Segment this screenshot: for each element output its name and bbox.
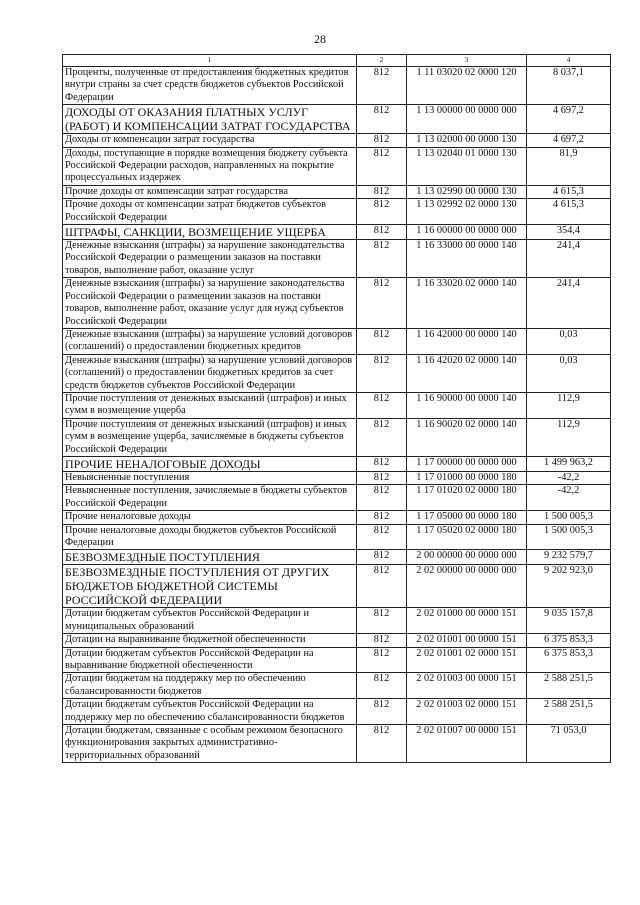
budget-classification-code-cell: 1 16 42020 02 0000 140 <box>407 354 527 392</box>
amount-cell: 71 053,0 <box>527 725 611 763</box>
amount-cell: 4 697,2 <box>527 105 611 134</box>
table-row <box>63 225 611 240</box>
revenue-name-cell: Дотации бюджетам субъектов Российской Федерации на поддержку мер по обеспечению сбалансированности бюджетов <box>63 699 357 725</box>
table-row <box>63 185 611 198</box>
admin-code-cell: 812 <box>357 634 407 647</box>
admin-code-cell: 812 <box>357 418 407 456</box>
table-row <box>63 565 611 608</box>
budget-classification-code-cell: 2 02 01001 02 0000 151 <box>407 647 527 673</box>
amount-cell: 112,9 <box>527 418 611 456</box>
column-header: 1 <box>63 55 357 67</box>
revenue-name-cell: Проценты, полученные от предоставления бюджетных кредитов внутри страны за счет средств бюджетов субъектов Российской Федерации <box>63 67 357 105</box>
budget-classification-code-cell: 1 16 42000 00 0000 140 <box>407 328 527 354</box>
table-row <box>63 634 611 647</box>
revenue-name-cell: Доходы, поступающие в порядке возмещения бюджету субъекта Российской Федерации расходов, направленных на покрытие процессуальных издержек <box>63 147 357 185</box>
budget-classification-code-cell: 1 17 05000 00 0000 180 <box>407 511 527 524</box>
amount-cell: -42,2 <box>527 485 611 511</box>
admin-code-cell: 812 <box>357 608 407 634</box>
revenue-name-cell: Прочие неналоговые доходы бюджетов субъектов Российской Федерации <box>63 524 357 550</box>
budget-classification-code-cell: 2 00 00000 00 0000 000 <box>407 550 527 565</box>
revenue-name-cell: Прочие неналоговые доходы <box>63 511 357 524</box>
amount-cell: 9 202 923,0 <box>527 565 611 608</box>
amount-cell: 1 499 963,2 <box>527 456 611 471</box>
budget-classification-code-cell: 1 13 02990 00 0000 130 <box>407 185 527 198</box>
amount-cell: 9 232 579,7 <box>527 550 611 565</box>
table-row <box>63 134 611 147</box>
budget-classification-code-cell: 2 02 01003 00 0000 151 <box>407 673 527 699</box>
amount-cell: 241,4 <box>527 240 611 278</box>
amount-cell: 1 500 005,3 <box>527 511 611 524</box>
revenue-name-cell: Невыясненные поступления, зачисляемые в бюджеты субъектов Российской Федерации <box>63 485 357 511</box>
budget-classification-code-cell: 1 11 03020 02 0000 120 <box>407 67 527 105</box>
revenue-name-cell: Прочие поступления от денежных взысканий (штрафов) и иных сумм в возмещение ущерба <box>63 392 357 418</box>
revenue-name-cell: Дотации бюджетам на поддержку мер по обеспечению сбалансированности бюджетов <box>63 673 357 699</box>
revenue-name-cell: Дотации бюджетам, связанные с особым режимом безопасного функционирования закрытых административно-территориальных образований <box>63 725 357 763</box>
amount-cell: 241,4 <box>527 278 611 329</box>
amount-cell: 0,03 <box>527 328 611 354</box>
table-row <box>63 511 611 524</box>
budget-classification-code-cell: 1 13 02000 00 0000 130 <box>407 134 527 147</box>
table-row <box>63 550 611 565</box>
amount-cell: 81,9 <box>527 147 611 185</box>
revenue-name-cell: Денежные взыскания (штрафы) за нарушение законодательства Российской Федерации о размещении заказов на поставки товаров, выполнение работ, оказание услуг <box>63 240 357 278</box>
table-row <box>63 725 611 763</box>
amount-cell: 0,03 <box>527 354 611 392</box>
amount-cell: 9 035 157,8 <box>527 608 611 634</box>
admin-code-cell: 812 <box>357 278 407 329</box>
table-row <box>63 418 611 456</box>
column-header: 4 <box>527 55 611 67</box>
budget-classification-code-cell: 1 13 00000 00 0000 000 <box>407 105 527 134</box>
revenue-name-cell: Денежные взыскания (штрафы) за нарушение законодательства Российской Федерации о размещении заказов на поставки товаров, выполнение работ, оказание услуг для нужд субъектов Российской Федерации <box>63 278 357 329</box>
admin-code-cell: 812 <box>357 456 407 471</box>
budget-classification-code-cell: 1 17 01020 02 0000 180 <box>407 485 527 511</box>
amount-cell: 4 615,3 <box>527 199 611 225</box>
revenue-name-cell: Невыясненные поступления <box>63 471 357 484</box>
amount-cell: 4 615,3 <box>527 185 611 198</box>
table-row <box>63 67 611 105</box>
revenue-name-cell: ДОХОДЫ ОТ ОКАЗАНИЯ ПЛАТНЫХ УСЛУГ (РАБОТ) И КОМПЕНСАЦИИ ЗАТРАТ ГОСУДАРСТВА <box>63 105 357 134</box>
table-row <box>63 471 611 484</box>
budget-classification-code-cell: 2 02 01000 00 0000 151 <box>407 608 527 634</box>
admin-code-cell: 812 <box>357 240 407 278</box>
budget-classification-code-cell: 1 13 02992 02 0000 130 <box>407 199 527 225</box>
table-row <box>63 199 611 225</box>
admin-code-cell: 812 <box>357 134 407 147</box>
amount-cell: 354,4 <box>527 225 611 240</box>
budget-classification-code-cell: 1 17 05020 02 0000 180 <box>407 524 527 550</box>
amount-cell: 6 375 853,3 <box>527 634 611 647</box>
budget-classification-code-cell: 1 13 02040 01 0000 130 <box>407 147 527 185</box>
page-number: 28 <box>314 32 326 46</box>
amount-cell: 2 588 251,5 <box>527 699 611 725</box>
admin-code-cell: 812 <box>357 524 407 550</box>
column-header: 2 <box>357 55 407 67</box>
budget-table <box>62 54 611 763</box>
amount-cell: 4 697,2 <box>527 134 611 147</box>
revenue-name-cell: Прочие доходы от компенсации затрат бюджетов субъектов Российской Федерации <box>63 199 357 225</box>
revenue-name-cell: Дотации бюджетам субъектов Российской Федерации на выравнивание бюджетной обеспеченности <box>63 647 357 673</box>
admin-code-cell: 812 <box>357 147 407 185</box>
table-row <box>63 608 611 634</box>
admin-code-cell: 812 <box>357 647 407 673</box>
column-header: 3 <box>407 55 527 67</box>
budget-classification-code-cell: 1 17 00000 00 0000 000 <box>407 456 527 471</box>
revenue-name-cell: БЕЗВОЗМЕЗДНЫЕ ПОСТУПЛЕНИЯ ОТ ДРУГИХ БЮДЖЕТОВ БЮДЖЕТНОЙ СИСТЕМЫ РОССИЙСКОЙ ФЕДЕРАЦИИ <box>63 565 357 608</box>
budget-classification-code-cell: 2 02 01003 02 0000 151 <box>407 699 527 725</box>
budget-classification-code-cell: 1 16 90020 02 0000 140 <box>407 418 527 456</box>
admin-code-cell: 812 <box>357 199 407 225</box>
budget-classification-code-cell: 1 16 00000 00 0000 000 <box>407 225 527 240</box>
table-row <box>63 278 611 329</box>
revenue-name-cell: Прочие доходы от компенсации затрат государства <box>63 185 357 198</box>
table-body <box>63 67 611 763</box>
admin-code-cell: 812 <box>357 565 407 608</box>
amount-cell: 112,9 <box>527 392 611 418</box>
admin-code-cell: 812 <box>357 105 407 134</box>
table-row <box>63 673 611 699</box>
amount-cell: -42,2 <box>527 471 611 484</box>
admin-code-cell: 812 <box>357 725 407 763</box>
table-row <box>63 328 611 354</box>
admin-code-cell: 812 <box>357 67 407 105</box>
admin-code-cell: 812 <box>357 392 407 418</box>
revenue-name-cell: Денежные взыскания (штрафы) за нарушение условий договоров (соглашений) о предоставлении бюджетных кредитов за счет средств бюджетов субъектов Российской Федерации <box>63 354 357 392</box>
admin-code-cell: 812 <box>357 185 407 198</box>
admin-code-cell: 812 <box>357 673 407 699</box>
table-row <box>63 147 611 185</box>
admin-code-cell: 812 <box>357 471 407 484</box>
admin-code-cell: 812 <box>357 485 407 511</box>
table-header-row <box>63 55 611 67</box>
budget-classification-code-cell: 1 17 01000 00 0000 180 <box>407 471 527 484</box>
revenue-name-cell: ПРОЧИЕ НЕНАЛОГОВЫЕ ДОХОДЫ <box>63 456 357 471</box>
budget-classification-code-cell: 1 16 33000 00 0000 140 <box>407 240 527 278</box>
revenue-name-cell: БЕЗВОЗМЕЗДНЫЕ ПОСТУПЛЕНИЯ <box>63 550 357 565</box>
revenue-name-cell: Денежные взыскания (штрафы) за нарушение условий договоров (соглашений) о предоставлении бюджетных кредитов <box>63 328 357 354</box>
admin-code-cell: 812 <box>357 699 407 725</box>
amount-cell: 6 375 853,3 <box>527 647 611 673</box>
budget-classification-code-cell: 1 16 90000 00 0000 140 <box>407 392 527 418</box>
admin-code-cell: 812 <box>357 328 407 354</box>
admin-code-cell: 812 <box>357 354 407 392</box>
admin-code-cell: 812 <box>357 225 407 240</box>
amount-cell: 1 500 005,3 <box>527 524 611 550</box>
revenue-name-cell: Дотации на выравнивание бюджетной обеспеченности <box>63 634 357 647</box>
table-row <box>63 699 611 725</box>
budget-classification-code-cell: 1 16 33020 02 0000 140 <box>407 278 527 329</box>
table-row <box>63 240 611 278</box>
revenue-name-cell: Доходы от компенсации затрат государства <box>63 134 357 147</box>
admin-code-cell: 812 <box>357 511 407 524</box>
revenue-name-cell: Дотации бюджетам субъектов Российской Федерации и муниципальных образований <box>63 608 357 634</box>
table-row <box>63 392 611 418</box>
amount-cell: 2 588 251,5 <box>527 673 611 699</box>
revenue-name-cell: ШТРАФЫ, САНКЦИИ, ВОЗМЕЩЕНИЕ УЩЕРБА <box>63 225 357 240</box>
budget-classification-code-cell: 2 02 01001 00 0000 151 <box>407 634 527 647</box>
admin-code-cell: 812 <box>357 550 407 565</box>
budget-classification-code-cell: 2 02 00000 00 0000 000 <box>407 565 527 608</box>
budget-classification-code-cell: 2 02 01007 00 0000 151 <box>407 725 527 763</box>
table-row <box>63 647 611 673</box>
table-row <box>63 524 611 550</box>
table-row <box>63 456 611 471</box>
revenue-name-cell: Прочие поступления от денежных взысканий (штрафов) и иных сумм в возмещение ущерба, зачисляемые в бюджеты субъектов Российской Федерации <box>63 418 357 456</box>
table-row <box>63 485 611 511</box>
table-row <box>63 105 611 134</box>
amount-cell: 8 037,1 <box>527 67 611 105</box>
table-row <box>63 354 611 392</box>
